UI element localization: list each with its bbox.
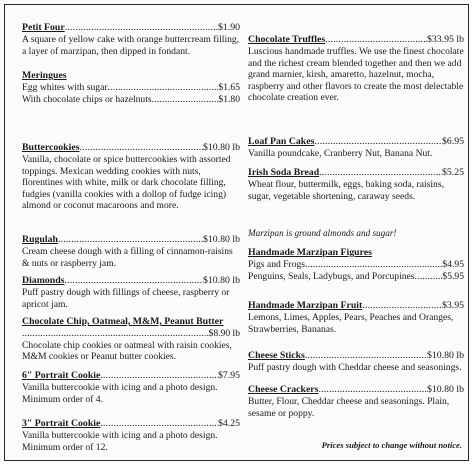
item-description: Vanilla, chocolate or spice buttercookies with assorted toppings. Mexican wedding cookies with nuts, florentines with white, milk or dark chocolate filling, fudgies (vanilla cookies with a dollop of fudge icing) almond or coconut macaroons and more. bbox=[22, 154, 231, 212]
item-description: A square of yellow cake with orange buttercream filling, a layer of marzipan, then dipped in fondant. bbox=[22, 34, 240, 57]
item-title: Meringues bbox=[22, 70, 67, 81]
item-price: $4.25 bbox=[217, 418, 240, 429]
leader-dots bbox=[305, 350, 427, 362]
leader-dots bbox=[80, 142, 203, 154]
row-price: $1.65 bbox=[218, 82, 240, 93]
item-title: 3" Portrait Cookie bbox=[22, 418, 101, 429]
item-title: Handmade Marzipan Fruit bbox=[248, 300, 363, 311]
item-description: Lemons, Limes, Apples, Pears, Peaches and Oranges, Strawberries, Bananas. bbox=[248, 312, 454, 335]
item-description: Puff pastry dough with fillings of cheese, raspberry or apricot jam. bbox=[22, 287, 230, 310]
menu-item-loaf-pan bbox=[248, 136, 464, 160]
price-disclaimer: Prices subject to change without notice. bbox=[321, 440, 462, 450]
marzipan-note: Marzipan is ground almonds and sugar! bbox=[248, 228, 397, 238]
price-row bbox=[248, 271, 464, 283]
item-description: Chocolate chip cookies or oatmeal with raisin cookies, M&M cookies or Peanut butter cookies. bbox=[22, 339, 232, 363]
menu-item-marzipan-figures bbox=[248, 247, 464, 282]
item-title: Cheese Crackers bbox=[248, 384, 319, 395]
menu-item-cheese-sticks bbox=[248, 350, 464, 374]
menu-item-buttercookies bbox=[22, 142, 240, 212]
leader-dots bbox=[415, 271, 443, 283]
leader-dots bbox=[152, 94, 219, 106]
row-price: $5.95 bbox=[442, 270, 464, 282]
menu-item-portrait-6 bbox=[22, 370, 240, 405]
leader-dots bbox=[108, 82, 219, 94]
price-row bbox=[248, 259, 464, 271]
item-title: Irish Soda Bread bbox=[248, 167, 320, 178]
item-title: Diamonds bbox=[22, 275, 65, 286]
item-title: Chocolate Truffles bbox=[248, 34, 326, 45]
item-description: Butter, Flour, Cheddar cheese and seasonings. Plain, sesame or poppy. bbox=[248, 396, 450, 419]
item-price: $10.80 lb bbox=[426, 384, 464, 395]
menu-item-chocolate-chip bbox=[22, 316, 240, 363]
item-price: $6.95 bbox=[441, 136, 464, 147]
item-description: Puff pastry dough with Cheddar cheese and seasonings. bbox=[248, 362, 462, 373]
item-title: Cheese Sticks bbox=[248, 350, 305, 361]
price-row bbox=[22, 328, 240, 340]
menu-item-petit-four bbox=[22, 22, 240, 57]
item-price: $7.95 bbox=[217, 370, 240, 381]
price-row bbox=[22, 82, 240, 94]
item-title: 6" Portrait Cookie bbox=[22, 370, 101, 381]
item-title: Loaf Pan Cakes bbox=[248, 136, 315, 147]
price-row bbox=[22, 94, 240, 106]
item-title: Chocolate Chip, Oatmeal, M&M, Peanut Butter bbox=[22, 316, 224, 327]
leader-dots bbox=[100, 370, 218, 382]
row-label: With chocolate chips or hazelnuts bbox=[22, 93, 152, 105]
item-price: $10.80 lb bbox=[426, 350, 464, 361]
row-price: $1.80 bbox=[218, 93, 240, 105]
item-price: $10.80 lb bbox=[202, 275, 240, 286]
menu-item-marzipan-fruit bbox=[248, 300, 464, 335]
row-label: Pigs and Frogs bbox=[248, 259, 306, 270]
menu-item-cheese-crackers bbox=[248, 384, 464, 419]
item-price: $5.25 bbox=[441, 167, 464, 178]
item-price: $3.95 bbox=[441, 300, 464, 311]
leader-dots bbox=[58, 234, 203, 246]
leader-dots bbox=[305, 259, 442, 271]
item-price: $10.80 lb bbox=[202, 142, 240, 153]
leader-dots bbox=[318, 384, 427, 396]
item-price: $10.80 lb bbox=[202, 234, 240, 245]
leader-dots bbox=[65, 22, 218, 34]
item-description: Vanilla poundcake, Cranberry Nut, Banana Nut. bbox=[248, 148, 433, 159]
item-description: Cream cheese dough with a filling of cinnamon-raisins & nuts or raspberry jam. bbox=[22, 246, 233, 269]
item-title: Petit Four bbox=[22, 22, 65, 33]
row-label: Penguins, Seals, Ladybugs, and Porcupines bbox=[248, 270, 415, 282]
item-description: Luscious handmade truffles. We use the finest chocolate and the richest cream blended together and then we add grand marnier, kirsh, amaretto, hazelnut, mocha, raspberry and other flavors to create the most delectable chocolate creation ever. bbox=[248, 46, 464, 104]
item-price: $33.95 lb bbox=[426, 34, 464, 45]
leader-dots bbox=[314, 136, 442, 148]
leader-dots bbox=[22, 328, 209, 340]
item-price: $8.90 lb bbox=[208, 328, 240, 339]
menu-item-rugulah bbox=[22, 234, 240, 269]
leader-dots bbox=[100, 418, 218, 430]
leader-dots bbox=[325, 34, 427, 46]
menu-item-soda-bread bbox=[248, 167, 464, 202]
menu-item-meringues bbox=[22, 70, 240, 105]
leader-dots bbox=[64, 275, 203, 287]
row-price: $4.95 bbox=[442, 259, 464, 270]
menu-item-diamonds bbox=[22, 275, 240, 310]
menu-item-truffles bbox=[248, 34, 464, 104]
item-description: Vanilla buttercookie with icing and a photo design. Minimum order of 12. bbox=[22, 430, 218, 453]
item-title: Rugulah bbox=[22, 234, 58, 245]
item-title: Buttercookies bbox=[22, 142, 80, 153]
item-title: Handmade Marzipan Figures bbox=[248, 247, 372, 258]
menu-item-portrait-3 bbox=[22, 418, 240, 453]
leader-dots bbox=[362, 300, 442, 312]
leader-dots bbox=[319, 167, 442, 179]
row-label: Egg whites with sugar bbox=[22, 82, 108, 93]
item-price: $1.90 bbox=[217, 22, 240, 33]
item-description: Wheat flour, buttermilk, eggs, baking soda, raisins, sugar, vegetable shortening, caraway seeds. bbox=[248, 179, 444, 202]
item-description: Vanilla buttercookie with icing and a photo design. Minimum order of 4. bbox=[22, 382, 218, 405]
